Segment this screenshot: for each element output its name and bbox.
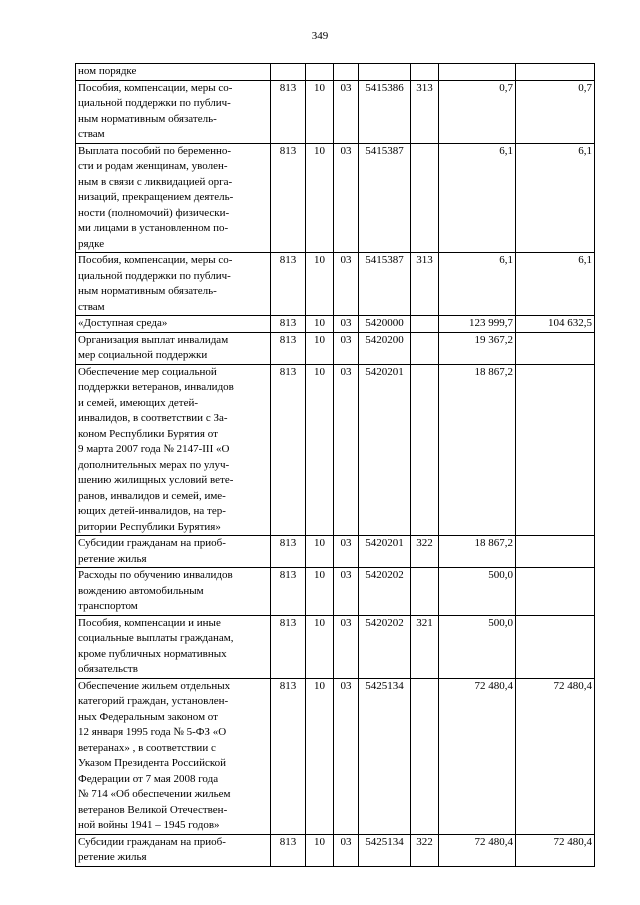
table-row bbox=[76, 678, 595, 834]
amount-1-cell: 6,1 bbox=[439, 143, 516, 253]
expense-type-cell: 321 bbox=[411, 615, 439, 678]
subsection-code-cell: 03 bbox=[334, 834, 359, 866]
table-row bbox=[76, 253, 595, 316]
expense-type-cell bbox=[411, 143, 439, 253]
amount-1-cell: 19 367,2 bbox=[439, 332, 516, 364]
item-name-line: Обеспечение мер социальной bbox=[78, 365, 217, 378]
item-name-line: мер социальной поддержки bbox=[78, 349, 208, 361]
item-name-cell bbox=[76, 64, 271, 81]
ministry-code-cell: 813 bbox=[271, 568, 306, 616]
subsection-code-cell: 03 bbox=[334, 80, 359, 143]
section-code-cell: 10 bbox=[306, 143, 334, 253]
subsection-code-cell: 03 bbox=[334, 536, 359, 568]
item-name-line: поддержки ветеранов, инвалидов bbox=[78, 381, 234, 393]
table-row bbox=[76, 834, 595, 866]
target-article-cell: 5420201 bbox=[359, 536, 411, 568]
item-name-line: ритории Республики Бурятия» bbox=[78, 520, 221, 533]
section-code-cell: 10 bbox=[306, 253, 334, 316]
item-name-line: Выплата пособий по беременно- bbox=[78, 144, 232, 157]
subsection-code-cell: 03 bbox=[334, 678, 359, 834]
item-name-line: Федерации от 7 мая 2008 года bbox=[78, 772, 219, 785]
amount-2-cell bbox=[516, 615, 595, 678]
section-code-cell: 10 bbox=[306, 834, 334, 866]
section-code-cell bbox=[306, 64, 334, 81]
item-name-line: ным нормативным обязатель- bbox=[78, 112, 217, 125]
subsection-code-cell: 03 bbox=[334, 253, 359, 316]
item-name-line: социальные выплаты гражданам, bbox=[78, 632, 234, 644]
table-row bbox=[76, 536, 595, 568]
item-name-line: ретение жилья bbox=[78, 552, 147, 565]
expense-type-cell bbox=[411, 568, 439, 616]
item-name-line: «Доступная среда» bbox=[78, 317, 168, 329]
amount-2-cell: 6,1 bbox=[516, 253, 595, 316]
item-name-line: рядке bbox=[78, 237, 105, 250]
subsection-code-cell: 03 bbox=[334, 364, 359, 536]
item-name-line: категорий граждан, установлен- bbox=[78, 695, 229, 707]
amount-2-cell: 0,7 bbox=[516, 80, 595, 143]
item-name-cell bbox=[76, 568, 271, 616]
table-row bbox=[76, 80, 595, 143]
ministry-code-cell: 813 bbox=[271, 332, 306, 364]
item-name-line: Организация выплат инвалидам bbox=[78, 333, 229, 346]
subsection-code-cell: 03 bbox=[334, 143, 359, 253]
amount-2-cell bbox=[516, 568, 595, 616]
amount-2-cell bbox=[516, 64, 595, 81]
item-name-line: Пособия, компенсации, меры со- bbox=[78, 254, 233, 266]
amount-1-cell: 500,0 bbox=[439, 615, 516, 678]
amount-1-cell: 0,7 bbox=[439, 80, 516, 143]
target-article-cell bbox=[359, 64, 411, 81]
item-name-line: ным в связи с ликвидацией орга- bbox=[78, 175, 233, 188]
table-row bbox=[76, 568, 595, 616]
table-row bbox=[76, 364, 595, 536]
target-article-cell: 5415387 bbox=[359, 143, 411, 253]
ministry-code-cell: 813 bbox=[271, 80, 306, 143]
item-name-line: № 714 «Об обеспечении жильем bbox=[78, 788, 231, 800]
item-name-line: Расходы по обучению инвалидов bbox=[78, 569, 233, 581]
item-name-cell bbox=[76, 143, 271, 253]
item-name-line: шению жилищных условий вете- bbox=[78, 474, 234, 486]
amount-1-cell: 6,1 bbox=[439, 253, 516, 316]
section-code-cell: 10 bbox=[306, 536, 334, 568]
table-row bbox=[76, 143, 595, 253]
item-name-line: вождению автомобильным bbox=[78, 584, 204, 597]
item-name-cell bbox=[76, 615, 271, 678]
item-name-cell bbox=[76, 316, 271, 333]
expense-type-cell bbox=[411, 316, 439, 333]
subsection-code-cell bbox=[334, 64, 359, 81]
target-article-cell: 5420201 bbox=[359, 364, 411, 536]
amount-1-cell: 18 867,2 bbox=[439, 536, 516, 568]
section-code-cell: 10 bbox=[306, 615, 334, 678]
item-name-line: инвалидов, в соответствии с За- bbox=[78, 412, 228, 424]
subsection-code-cell: 03 bbox=[334, 332, 359, 364]
item-name-line: Пособия, компенсации, меры со- bbox=[78, 81, 233, 94]
item-name-cell bbox=[76, 678, 271, 834]
amount-2-cell bbox=[516, 332, 595, 364]
amount-2-cell: 6,1 bbox=[516, 143, 595, 253]
table-row bbox=[76, 316, 595, 333]
item-name-line: обязательств bbox=[78, 663, 138, 675]
expense-type-cell: 322 bbox=[411, 536, 439, 568]
item-name-line: и семей, имеющих детей- bbox=[78, 396, 199, 409]
item-name-line: ющих детей-инвалидов, на тер- bbox=[78, 505, 226, 517]
amount-2-cell: 72 480,4 bbox=[516, 678, 595, 834]
item-name-line: ности (полномочий) физически- bbox=[78, 206, 230, 219]
subsection-code-cell: 03 bbox=[334, 568, 359, 616]
item-name-line: 12 января 1995 года № 5-ФЗ «О bbox=[78, 726, 227, 738]
item-name-line: ствам bbox=[78, 300, 105, 313]
table-row bbox=[76, 64, 595, 81]
section-code-cell: 10 bbox=[306, 364, 334, 536]
ministry-code-cell: 813 bbox=[271, 143, 306, 253]
ministry-code-cell: 813 bbox=[271, 615, 306, 678]
amount-2-cell: 72 480,4 bbox=[516, 834, 595, 866]
item-name-cell bbox=[76, 253, 271, 316]
section-code-cell: 10 bbox=[306, 80, 334, 143]
item-name-line: ветеранах» , в соответствии с bbox=[78, 741, 216, 754]
item-name-line: Субсидии гражданам на приоб- bbox=[78, 835, 226, 848]
table-body bbox=[76, 64, 595, 867]
target-article-cell: 5420202 bbox=[359, 615, 411, 678]
section-code-cell: 10 bbox=[306, 332, 334, 364]
ministry-code-cell: 813 bbox=[271, 316, 306, 333]
section-code-cell: 10 bbox=[306, 568, 334, 616]
section-code-cell: 10 bbox=[306, 678, 334, 834]
item-name-line: сти и родам женщинам, уволен- bbox=[78, 160, 228, 172]
item-name-line: ранов, инвалидов и семей, име- bbox=[78, 489, 226, 502]
target-article-cell: 5425134 bbox=[359, 834, 411, 866]
amount-1-cell bbox=[439, 64, 516, 81]
item-name-line: ми лицами в установленном по- bbox=[78, 222, 229, 234]
subsection-code-cell: 03 bbox=[334, 615, 359, 678]
item-name-line: ным нормативным обязатель- bbox=[78, 285, 217, 297]
target-article-cell: 5415387 bbox=[359, 253, 411, 316]
item-name-cell bbox=[76, 364, 271, 536]
item-name-line: ствам bbox=[78, 128, 105, 140]
amount-1-cell: 72 480,4 bbox=[439, 678, 516, 834]
expense-type-cell: 313 bbox=[411, 253, 439, 316]
item-name-line: ном порядке bbox=[78, 65, 137, 77]
item-name-line: циальной поддержки по публич- bbox=[78, 97, 231, 109]
item-name-cell bbox=[76, 332, 271, 364]
expense-type-cell bbox=[411, 364, 439, 536]
page-number: 349 bbox=[311, 30, 329, 42]
item-name-cell bbox=[76, 536, 271, 568]
item-name-line: ретение жилья bbox=[78, 851, 147, 863]
ministry-code-cell: 813 bbox=[271, 253, 306, 316]
item-name-cell bbox=[76, 80, 271, 143]
item-name-line: кроме публичных нормативных bbox=[78, 647, 227, 660]
item-name-line: ветеранов Великой Отечествен- bbox=[78, 803, 228, 816]
item-name-line: ных Федеральным законом от bbox=[78, 710, 218, 723]
expense-type-cell bbox=[411, 332, 439, 364]
amount-1-cell: 500,0 bbox=[439, 568, 516, 616]
target-article-cell: 5415386 bbox=[359, 80, 411, 143]
item-name-line: Субсидии гражданам на приоб- bbox=[78, 537, 226, 549]
item-name-line: дополнительных мерах по улуч- bbox=[78, 458, 230, 471]
amount-1-cell: 72 480,4 bbox=[439, 834, 516, 866]
ministry-code-cell: 813 bbox=[271, 834, 306, 866]
item-name-line: коном Республики Бурятия от bbox=[78, 427, 218, 440]
budget-table bbox=[75, 63, 595, 867]
target-article-cell: 5420000 bbox=[359, 316, 411, 333]
amount-1-cell: 18 867,2 bbox=[439, 364, 516, 536]
expense-type-cell bbox=[411, 678, 439, 834]
item-name-line: ной войны 1941 – 1945 годов» bbox=[78, 819, 220, 831]
amount-1-cell: 123 999,7 bbox=[439, 316, 516, 333]
item-name-line: циальной поддержки по публич- bbox=[78, 269, 231, 282]
subsection-code-cell: 03 bbox=[334, 316, 359, 333]
target-article-cell: 5420202 bbox=[359, 568, 411, 616]
ministry-code-cell bbox=[271, 64, 306, 81]
table-row bbox=[76, 615, 595, 678]
item-name-cell bbox=[76, 834, 271, 866]
ministry-code-cell: 813 bbox=[271, 364, 306, 536]
amount-2-cell bbox=[516, 536, 595, 568]
amount-2-cell: 104 632,5 bbox=[516, 316, 595, 333]
expense-type-cell: 322 bbox=[411, 834, 439, 866]
expense-type-cell bbox=[411, 64, 439, 81]
item-name-line: транспортом bbox=[78, 600, 138, 612]
item-name-line: 9 марта 2007 года № 2147-III «О bbox=[78, 443, 230, 455]
target-article-cell: 5420200 bbox=[359, 332, 411, 364]
expense-type-cell: 313 bbox=[411, 80, 439, 143]
section-code-cell: 10 bbox=[306, 316, 334, 333]
target-article-cell: 5425134 bbox=[359, 678, 411, 834]
ministry-code-cell: 813 bbox=[271, 536, 306, 568]
item-name-line: Обеспечение жильем отдельных bbox=[78, 679, 231, 692]
item-name-line: Пособия, компенсации и иные bbox=[78, 616, 221, 629]
table-row bbox=[76, 332, 595, 364]
amount-2-cell bbox=[516, 364, 595, 536]
item-name-line: низаций, прекращением деятель- bbox=[78, 191, 234, 203]
item-name-line: Указом Президента Российской bbox=[78, 757, 227, 769]
ministry-code-cell: 813 bbox=[271, 678, 306, 834]
